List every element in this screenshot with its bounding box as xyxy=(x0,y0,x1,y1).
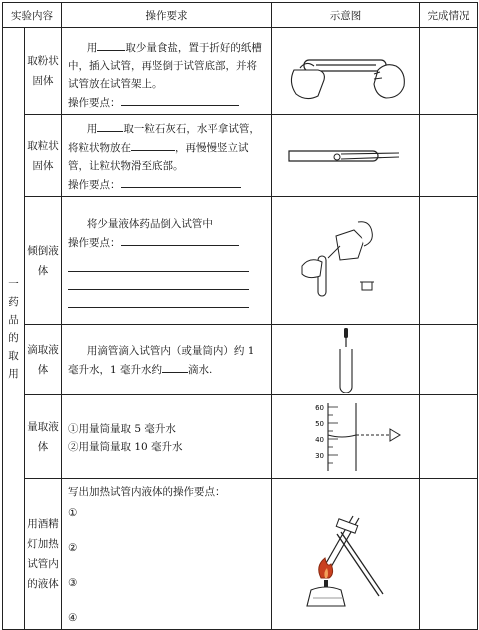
row-drop-liquid xyxy=(3,325,478,395)
heat-point-4: ④ xyxy=(68,612,78,624)
diagram-cell xyxy=(272,325,420,395)
tick-label: 40 xyxy=(314,435,324,444)
requirement-cell xyxy=(62,197,272,325)
row-pour-liquid xyxy=(3,197,478,325)
requirement-cell xyxy=(62,28,272,115)
heat-point-2: ② xyxy=(68,542,78,554)
answer-blank[interactable] xyxy=(97,119,123,132)
header-row xyxy=(3,3,478,28)
tick-label: 30 xyxy=(314,451,324,460)
row-name: 量取液体 xyxy=(25,395,62,479)
heat-point-1: ① xyxy=(68,507,78,519)
status-cell[interactable] xyxy=(420,479,478,630)
requirement-cell xyxy=(62,479,272,630)
diagram-cell xyxy=(272,28,420,115)
row-granular-solid xyxy=(3,115,478,197)
category-cell xyxy=(3,28,25,630)
row-measure-liquid xyxy=(3,395,478,479)
diagram-cell xyxy=(272,197,420,325)
answer-blank[interactable] xyxy=(121,233,239,246)
tweezers-tube-illustration xyxy=(281,141,411,171)
req-text: 滴水. xyxy=(188,364,213,376)
req-text: 取少量食盐，置于折好的纸槽中，插入试管，再竖倒于试管底部，并将试管放在试管架上。 xyxy=(68,42,262,90)
row-name: 取粉状固体 xyxy=(25,28,62,115)
row-heat-liquid xyxy=(3,479,478,630)
status-cell[interactable] xyxy=(420,197,478,325)
answer-blank[interactable] xyxy=(121,175,241,188)
heat-point-3: ③ xyxy=(68,577,78,589)
requirement-cell xyxy=(62,115,272,197)
answer-line[interactable] xyxy=(68,290,249,308)
req-text: ②用量筒量取 10 毫升水 xyxy=(68,440,183,453)
answer-line[interactable] xyxy=(68,272,249,290)
req-text: 用 xyxy=(86,123,98,135)
powder-into-tube-illustration xyxy=(276,36,416,106)
row-name: 滴取液体 xyxy=(25,325,62,395)
point-label: 操作要点： xyxy=(68,97,121,109)
experiment-table xyxy=(2,2,478,630)
answer-blank[interactable] xyxy=(97,38,125,51)
header-requirements: 操作要求 xyxy=(62,3,272,28)
answer-line[interactable] xyxy=(68,254,249,272)
header-status: 完成情况 xyxy=(420,3,478,28)
category-label: 一药品的取用 xyxy=(8,277,19,380)
answer-blank[interactable] xyxy=(162,360,188,373)
req-text: 将少量液体药品倒入试管中 xyxy=(86,218,213,230)
diagram-cell xyxy=(272,479,420,630)
status-cell[interactable] xyxy=(420,395,478,479)
requirement-cell xyxy=(62,325,272,395)
row-name: 用酒精灯加热试管内的液体 xyxy=(25,479,62,630)
alcohol-lamp-heating-illustration xyxy=(291,494,401,614)
req-text: 用 xyxy=(86,42,98,54)
header-diagram: 示意图 xyxy=(272,3,420,28)
row-powder-solid xyxy=(3,28,478,115)
req-text: 取一粒石灰石，水平拿试管，将粒状物放在 xyxy=(68,123,260,154)
row-name: 取粒状固体 xyxy=(25,115,62,197)
req-text: ①用量筒量取 5 毫升水 xyxy=(68,422,176,435)
row-name: 倾倒液体 xyxy=(25,197,62,325)
diagram-cell xyxy=(272,395,420,479)
status-cell[interactable] xyxy=(420,28,478,115)
point-label: 操作要点： xyxy=(68,237,121,249)
dropper-tube-illustration xyxy=(331,327,361,393)
requirement-cell xyxy=(62,395,272,479)
diagram-cell xyxy=(272,115,420,197)
req-text: 写出加热试管内液体的操作要点： xyxy=(68,486,226,498)
header-content: 实验内容 xyxy=(3,3,62,28)
tick-label: 60 xyxy=(314,403,324,412)
status-cell[interactable] xyxy=(420,325,478,395)
point-label: 操作要点： xyxy=(68,179,121,191)
answer-blank[interactable] xyxy=(131,138,175,151)
graduated-cylinder-illustration xyxy=(286,399,406,475)
pouring-illustration xyxy=(296,216,396,306)
tick-label: 50 xyxy=(314,419,324,428)
answer-blank[interactable] xyxy=(121,93,239,106)
status-cell[interactable] xyxy=(420,115,478,197)
req-text: 用滴管滴入试管内（或量筒内）约 1 毫升水，1 毫升水约 xyxy=(68,345,255,376)
req-text: ，再慢慢竖立试管，让粒状物滑至底部。 xyxy=(68,142,249,172)
